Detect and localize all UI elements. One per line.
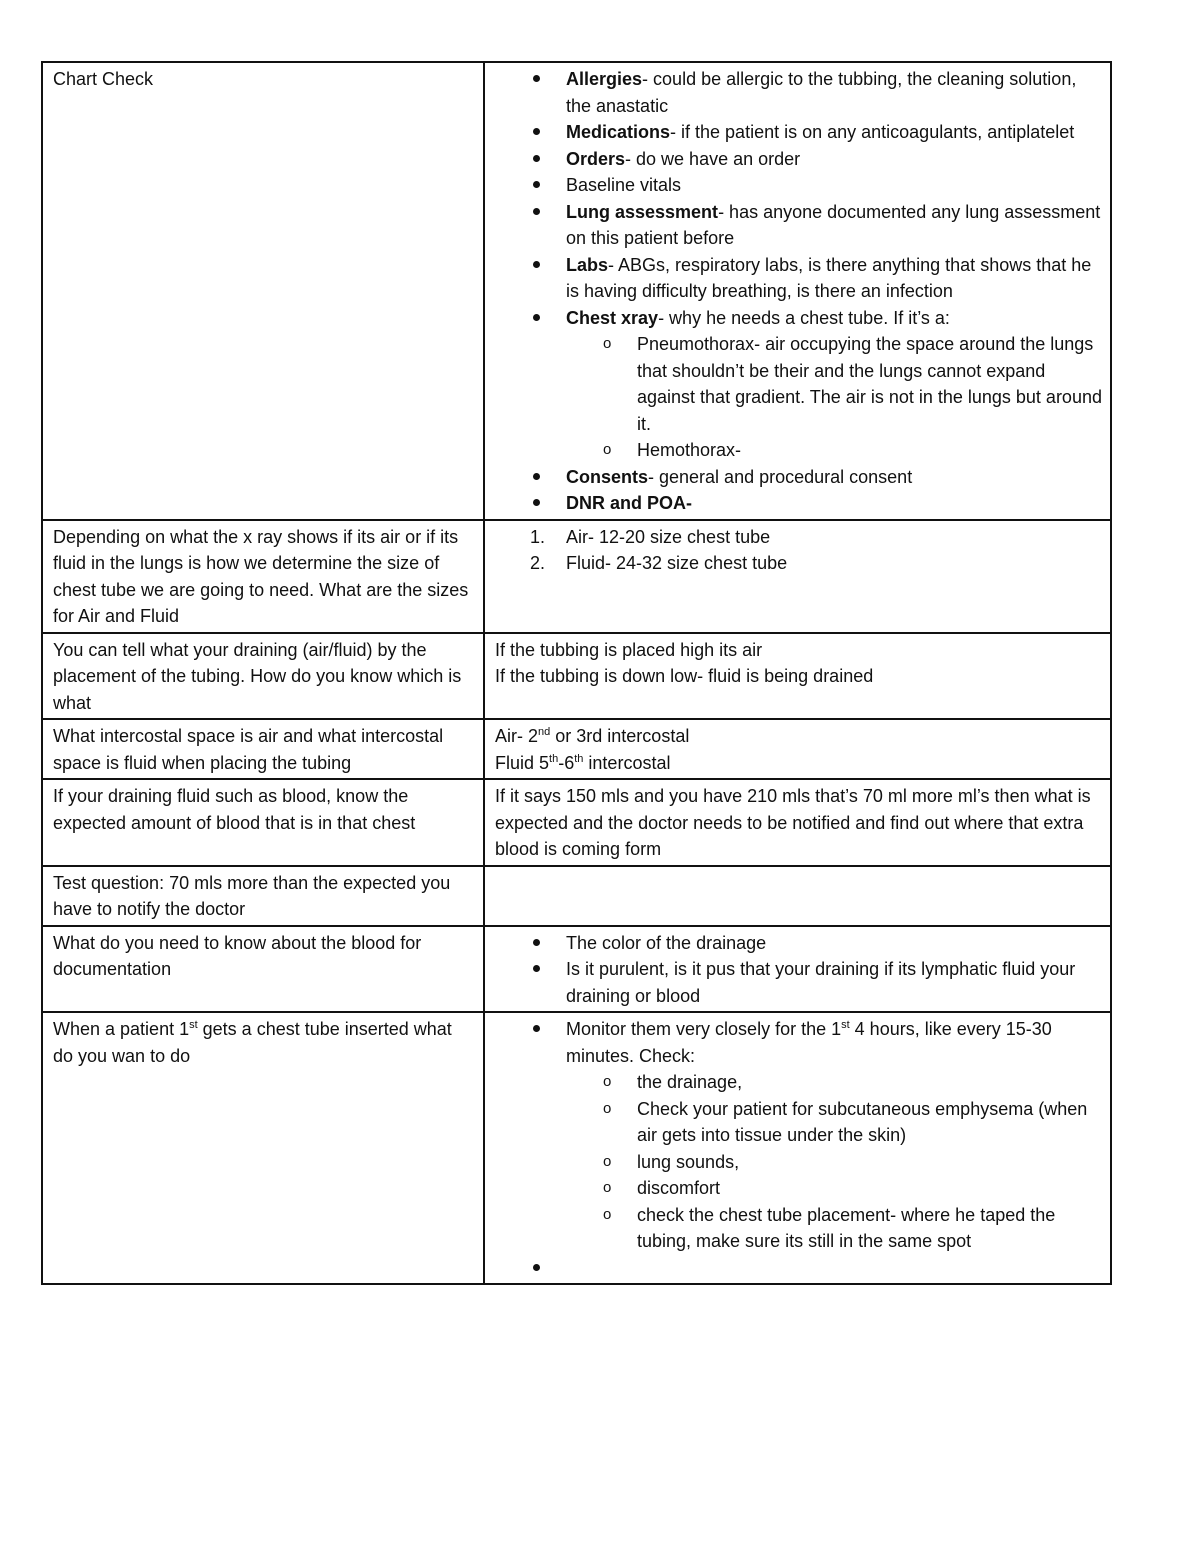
item-term: DNR and POA- [566,493,692,513]
table-row [42,1012,1111,1284]
answer-text: Fluid 5 [495,752,550,773]
table-row [42,520,1111,633]
list-item: The color of the drainage [495,930,1102,957]
sub-list-item: o check the chest tube placement- where he taped the tubing, make sure its still in the same spot [566,1202,1102,1255]
question-cell [42,926,484,1013]
answer-line [495,723,1102,750]
table-row [42,633,1111,720]
answer-text: intercostal [583,752,671,773]
question-cell [42,62,484,520]
list-item [495,119,1102,146]
item-text: Air- 12-20 size chest tube [566,526,771,547]
ordinal-suffix: th [549,752,559,765]
item-text: Fluid- 24-32 size chest tube [566,553,788,573]
answer-line [495,750,1102,777]
question-text: You can tell what your draining (air/fluid) by the placement of the tubing. How do you know which is what [53,639,462,713]
item-text: - could be allergic to the tubbing, the cleaning solution, the anastatic [566,69,1077,116]
question-cell [42,633,484,720]
question-text: What intercostal space is air and what intercostal space is fluid when placing the tubing [53,726,444,773]
answer-text: or 3rd intercostal [550,726,690,746]
bullet-list [495,66,1102,517]
sub-list-item: o discomfort [566,1175,1102,1202]
answer-text: Air- 2 [495,726,539,746]
answer-cell [484,520,1111,633]
table-row [42,719,1111,779]
item-text: - if the patient is on any anticoagulants, antiplatelet [670,122,1075,142]
sub-list [566,331,1102,464]
sub-list-item: o Pneumothorax- air occupying the space around the lungs that shouldn’t be their and the lungs cannot expand against that gradient. The air is not in the lungs but around it. [566,331,1102,437]
ordinal-suffix: th [574,752,584,765]
item-term: Medications [566,122,671,142]
list-number: 1. [530,526,546,547]
question-cell [42,866,484,926]
sub-list-item: o the drainage, [566,1069,1102,1096]
ordinal-suffix: nd [538,726,551,738]
list-item [495,305,1102,464]
answer-cell [484,62,1111,520]
table-row [42,779,1111,866]
question-text: What do you need to know about the blood for documentation [53,932,422,979]
list-item [495,464,1102,491]
list-item [495,252,1102,305]
item-term: Consents [566,466,649,487]
sub-list-item: o Hemothorax- [566,437,1102,464]
sub-list [566,1069,1102,1255]
list-item [495,199,1102,252]
list-item [495,1016,1102,1255]
empty-list-item [495,1255,1102,1282]
item-term: Allergies [566,69,643,89]
answer-line: If the tubbing is placed high its air [495,639,763,660]
bullet-list [495,1016,1102,1281]
answer-cell [484,779,1111,866]
question-text: Depending on what the x ray shows if its air or if its fluid in the lungs is how we determine the size of chest tube we are going to need. What are the sizes for Air and Fluid [53,526,469,626]
answer-text: -6 [558,752,575,773]
item-term: Chest xray [566,307,659,328]
table-row [42,62,1111,520]
list-item [495,66,1102,119]
item-term: Orders [566,148,626,169]
table-row [42,866,1111,926]
list-item [495,490,1102,517]
question-cell [42,520,484,633]
notes-table [41,61,1112,1285]
list-item: Is it purulent, is it pus that your draining if its lymphatic fluid your draining or blood [495,956,1102,1009]
item-text: Baseline vitals [566,175,682,195]
question-text: Chart Check [53,69,154,89]
item-text: - why he needs a chest tube. If it’s a: [658,307,950,328]
answer-cell [484,926,1111,1013]
ordinal-suffix: st [841,1019,850,1031]
question-cell [42,1012,484,1284]
numbered-list [495,524,1102,577]
list-item [495,550,1102,577]
item-text: - has anyone documented any lung assessment on this patient before [566,201,1101,248]
table-row [42,926,1111,1013]
question-text: When a patient 1 [53,1019,190,1039]
bullet-list [495,930,1102,1010]
answer-cell [484,866,1111,926]
item-term: Lung assessment [566,201,719,222]
answer-text: If it says 150 mls and you have 210 mls that’s 70 ml more ml’s then what is expected and the doctor needs to be notified and find out where that extra blood is coming form [495,786,1091,859]
list-number: 2. [530,553,546,573]
question-text: gets a chest tube inserted what do you wan to do [53,1019,452,1066]
list-item [495,146,1102,173]
sub-list-item: o Check your patient for subcutaneous emphysema (when air gets into tissue under the skin) [566,1096,1102,1149]
question-cell [42,779,484,866]
ordinal-suffix: st [189,1019,198,1031]
question-text: Test question: 70 mls more than the expected you have to notify the doctor [53,872,451,919]
sub-list-item: o lung sounds, [566,1149,1102,1176]
item-text: - general and procedural consent [648,466,913,487]
list-item [495,172,1102,199]
item-text: - do we have an order [625,148,801,169]
answer-cell [484,719,1111,779]
item-text: - ABGs, respiratory labs, is there anything that shows that he is having difficulty breathing, is there an infection [566,254,1092,301]
item-text: Monitor them very closely for the 1 [566,1019,842,1039]
answer-line: If the tubbing is down low- fluid is being drained [495,666,874,686]
question-text: If your draining fluid such as blood, know the expected amount of blood that is in that chest [53,786,416,833]
answer-cell [484,1012,1111,1284]
list-item [495,524,1102,551]
answer-cell [484,633,1111,720]
item-term: Labs [566,254,609,275]
question-cell [42,719,484,779]
item-text: 4 hours, like every 15-30 minutes. Check: [566,1019,1052,1066]
